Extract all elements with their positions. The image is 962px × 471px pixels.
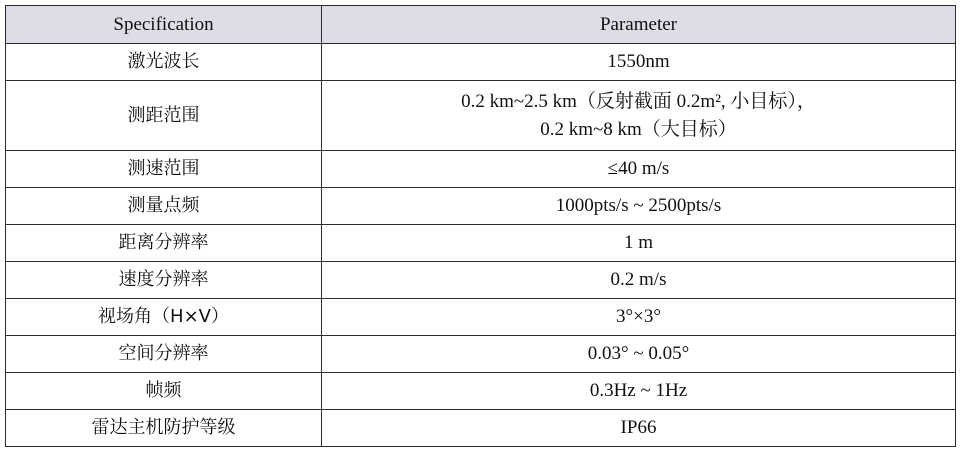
param-cell: 0.3Hz ~ 1Hz xyxy=(322,373,956,410)
param-line-1: 0.2 km~2.5 km（反射截面 0.2m², 小目标）， xyxy=(461,90,816,112)
table-row xyxy=(6,188,956,225)
table-row xyxy=(6,44,956,81)
param-cell: 0.03° ~ 0.05° xyxy=(322,336,956,373)
specification-table xyxy=(5,5,956,447)
param-cell: 0.2 m/s xyxy=(322,262,956,299)
param-cell: IP66 xyxy=(322,410,956,447)
param-cell: 1000pts/s ~ 2500pts/s xyxy=(322,188,956,225)
table-row xyxy=(6,299,956,336)
table-row xyxy=(6,336,956,373)
param-line-2: 0.2 km~8 km（大目标） xyxy=(540,118,737,140)
param-cell: 3°×3° xyxy=(322,299,956,336)
header-parameter: Parameter xyxy=(322,6,956,44)
param-cell: 1550nm xyxy=(322,44,956,81)
param-cell: 1 m xyxy=(322,225,956,262)
spec-cell: 距离分辨率 xyxy=(6,225,322,262)
header-specification: Specification xyxy=(6,6,322,44)
spec-cell: 测速范围 xyxy=(6,151,322,188)
spec-cell: 测距范围 xyxy=(6,81,322,151)
table-row xyxy=(6,151,956,188)
spec-cell: 视场角（H×V） xyxy=(6,299,322,336)
table-header xyxy=(6,6,956,44)
spec-cell: 空间分辨率 xyxy=(6,336,322,373)
table-body xyxy=(6,44,956,447)
table-row xyxy=(6,373,956,410)
header-row xyxy=(6,6,956,44)
spec-cell: 帧频 xyxy=(6,373,322,410)
table-row xyxy=(6,225,956,262)
spec-cell: 测量点频 xyxy=(6,188,322,225)
table-row xyxy=(6,410,956,447)
spec-cell: 激光波长 xyxy=(6,44,322,81)
param-cell xyxy=(322,81,956,151)
param-cell: ≤40 m/s xyxy=(322,151,956,188)
spec-cell: 速度分辨率 xyxy=(6,262,322,299)
table-row xyxy=(6,81,956,151)
table-row xyxy=(6,262,956,299)
spec-cell: 雷达主机防护等级 xyxy=(6,410,322,447)
